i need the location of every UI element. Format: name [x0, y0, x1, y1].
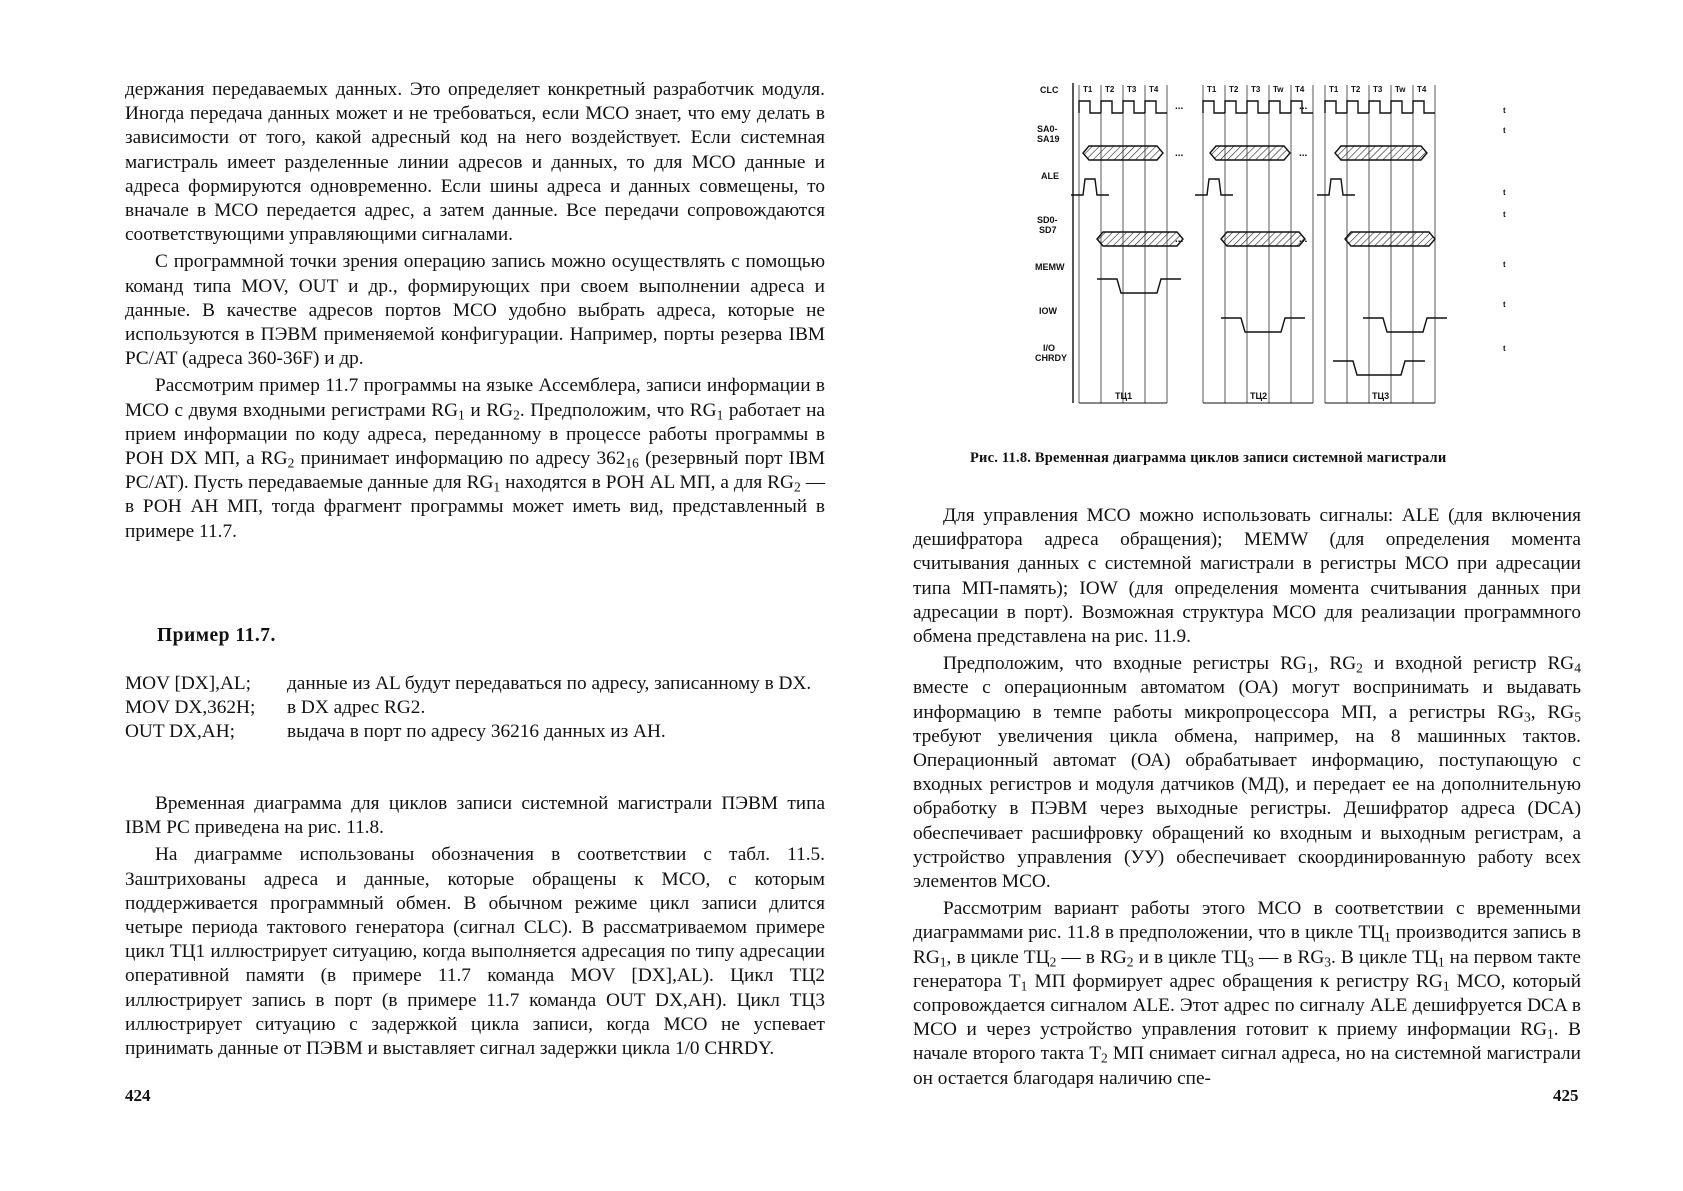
address-bus-hatched — [1083, 146, 1163, 160]
time-axis-label: t — [1503, 210, 1506, 219]
memw-strobe — [1097, 279, 1181, 293]
time-axis-label: t — [1503, 260, 1506, 269]
signal-label-memw: MEMW — [1035, 262, 1065, 272]
ellipsis: ... — [1175, 234, 1184, 245]
signal-label-iow: IOW — [1039, 306, 1057, 316]
clock-label: T3 — [1127, 85, 1137, 94]
signal-label-clc: CLC — [1040, 85, 1059, 95]
ellipsis: ... — [1299, 234, 1308, 245]
clock-label: Tw — [1273, 85, 1284, 94]
cycle-label: ТЦ2 — [1250, 391, 1268, 401]
clock-wave — [1203, 101, 1313, 113]
iow-strobe — [1363, 318, 1447, 332]
data-bus-hatched — [1345, 232, 1435, 246]
ale-pulse — [1195, 179, 1233, 195]
ellipsis: ... — [1299, 101, 1308, 112]
signal-label-chrdy: CHRDY — [1035, 353, 1068, 363]
clock-label: T4 — [1149, 85, 1159, 94]
left-text-block-1 — [125, 78, 825, 544]
page-number: 424 — [125, 1086, 151, 1105]
clock-label: T2 — [1105, 85, 1115, 94]
paragraph-registers: Предположим, что входные регистры $RG_1$, $RG_2$ и входной регистр $RG_4$ вместе с операционным автоматом (ОА) могут воспринимать и выдавать информацию в темпе работы микропроцессора МП, а регистры $RG_3$, $RG_5$ требуют увеличения цикла обмена, например, на 8 машинных тактов. Операционный автомат (ОА) обрабатывает информацию, поступающую с входных регистров и модуля датчиков (МД), и передает ее на дополнительную обработку в ПЭВМ через выходные регистры. Дешифратор адреса (DCA) обеспечивает расшифровку обращений ко входным и выходным регистрам, а устройство управления (УУ) обеспечивает скоординированную работу всех элементов МСО. — [913, 653, 1581, 893]
clock-label: T3 — [1251, 85, 1261, 94]
time-axis-label: t — [1503, 126, 1506, 135]
time-axis-label: t — [1503, 106, 1506, 115]
paragraph: держания передаваемых данных. Это определяет конкретный разработчик модуля. Иногда передача данных может и не требоваться, если МСО знает, что ему делать в зависимости от того, какой адресный код на него воздействует. Если системная магистраль имеет разделенные линии адресов и данных, то для МСО данные и адреса формируются одновременно. Если шины адреса и данных совмещены, то вначале в МСО передается адрес, а затем данные. Все передачи сопровождаются соответствующими управляющими сигналами. — [125, 79, 825, 246]
signal-label-sd0: SD0- — [1037, 215, 1058, 225]
data-bus-hatched — [1097, 232, 1183, 246]
clock-label: T1 — [1329, 85, 1339, 94]
paragraph: Для управления МСО можно использовать сигналы: ALE (для включения дешифратора адреса обращения); MEMW (для определения момента считывания данных с системной магистрали в регистры МСО при адресации типа МП-память); IOW (для определения момента считывания данных при адресации в порт). Возможная структура МСО для реализации программного обмена представлена на рис. 11.9. — [913, 505, 1581, 648]
paragraph: На диаграмме использованы обозначения в соответствии с табл. 11.5. Заштрихованы адреса и данные, которые обращены к МСО, с которым поддерживается программный обмен. В обычном режиме цикл записи длится четыре периода тактового генератора (сигнал CLC). В рассматриваемом примере цикл ТЦ1 иллюстрирует ситуацию, когда выполняется адресация по типу адресации оперативной памяти (в примере 11.7 команда MOV [DX],AL). Цикл ТЦ2 иллюстрирует запись в порт (в примере 11.7 команда OUT DX,AH). Цикл ТЦ3 иллюстрирует ситуацию с задержкой цикла записи, когда МСО не успевает принимать данные от ПЭВМ и выставляет сигнал задержки цикла 1/0 CHRDY. — [125, 844, 825, 1060]
code-line — [125, 696, 825, 720]
left-page — [0, 0, 841, 1191]
paragraph-example-intro: Рассмотрим пример 11.7 программы на языке Ассемблера, записи информации в МСО с двумя входными регистрами $RG_1$ и $RG_2$. Предположим, что $RG_1$ работает на прием информации по коду адреса, переданному в процессе работы программы в РОН DX МП, а $RG_2$ принимает информацию по адресу $362_{16}$ (резервный порт IBM PC/AT). Пусть передаваемые данные для $RG_1$ находятся в РОН AL МП, а для $RG_2$ — в РОН АН МП, тогда фрагмент программы может иметь вид, представленный в примере 11.7. — [125, 375, 825, 542]
time-axis-label: t — [1503, 344, 1506, 353]
clock-label: T1 — [1207, 85, 1217, 94]
code-comment: данные из AL будут передаваться по адресу, записанному в DX. — [287, 673, 812, 694]
paragraph: С программной точки зрения операцию запись можно осуществлять с помощью команд типа MOV, OUT и др., формирующих при своем выполнении адреса и данные. В качестве адресов портов МСО удобно выбрать адреса, которые не используются в ПЭВМ применяемой конфигурации. Например, порты резерва IBM PC/AT (адреса 360-36F) и др. — [125, 251, 825, 370]
timing-diagram — [1035, 83, 1515, 445]
clock-label: T2 — [1229, 85, 1239, 94]
code-listing — [125, 672, 825, 744]
clock-label: T3 — [1373, 85, 1383, 94]
iow-strobe — [1221, 318, 1305, 332]
code-comment: выдача в порт по адресу 36216 данных из АН. — [287, 721, 666, 742]
address-bus-hatched — [1210, 146, 1290, 160]
ellipsis: ... — [1299, 148, 1308, 159]
ale-pulse — [1317, 179, 1355, 195]
paragraph-cycle: Рассмотрим вариант работы этого МСО в соответствии с временными диаграммами рис. 11.8 в предположении, что в цикле $ТЦ_1$ производится запись в $RG_1$, в цикле $ТЦ_2$ — в $RG_2$ и в цикле $ТЦ_3$ — в $RG_3$. В цикле $ТЦ_1$ на первом такте генератора $Т_1$ МП формирует адрес обращения к регистру $RG_1$ МСО, который сопровождается сигналом ALE. Этот адрес по сигналу ALE дешифруется DCA в МСО и через устройство управления готовит к приему информации $RG_1$. В начале второго такта $Т_2$ МП снимает сигнал адреса, но на системной магистрали он остается благодаря наличию спе- — [913, 898, 1582, 1089]
code-line — [125, 720, 825, 744]
signal-label-sd7: SD7 — [1039, 225, 1057, 235]
right-text-block — [913, 504, 1581, 1091]
code-command: MOV [DX],AL; — [125, 673, 252, 694]
left-text-block-2 — [125, 792, 825, 1061]
signal-label-sa0: SA0- — [1037, 124, 1058, 134]
time-axis-label: t — [1503, 300, 1506, 309]
signal-label-sa19: SA19 — [1037, 134, 1060, 144]
paragraph: Временная диаграмма для циклов записи системной магистрали ПЭВМ типа IBM PC приведена на рис. 11.8. — [125, 793, 825, 839]
clock-label: T2 — [1351, 85, 1361, 94]
signal-label-ale: ALE — [1041, 171, 1059, 181]
address-bus-hatched — [1335, 146, 1427, 160]
signal-label-io: I/O — [1043, 343, 1056, 353]
cycle-label: ТЦ1 — [1115, 391, 1133, 401]
figure-caption: Рис. 11.8. Временная диаграмма циклов записи системной магистрали — [970, 450, 1447, 466]
clock-label: T1 — [1083, 85, 1093, 94]
cycle-label: ТЦ3 — [1372, 391, 1390, 401]
clock-wave — [1079, 101, 1167, 113]
clock-label: T4 — [1295, 85, 1305, 94]
code-line — [125, 672, 825, 696]
ellipsis: ... — [1175, 101, 1184, 112]
clock-label: Tw — [1395, 85, 1406, 94]
code-command: MOV DX,362H; — [125, 697, 256, 718]
example-title: Пример 11.7. — [157, 625, 276, 646]
clock-label: T4 — [1417, 85, 1427, 94]
data-bus-hatched — [1221, 232, 1305, 246]
ale-pulse — [1071, 179, 1109, 195]
page-number: 425 — [1553, 1086, 1579, 1105]
clock-wave — [1325, 101, 1435, 113]
ellipsis: ... — [1175, 148, 1184, 159]
code-command: OUT DX,AH; — [125, 721, 235, 742]
time-axis-label: t — [1503, 188, 1506, 197]
code-comment: в DX адрес RG2. — [287, 697, 426, 718]
